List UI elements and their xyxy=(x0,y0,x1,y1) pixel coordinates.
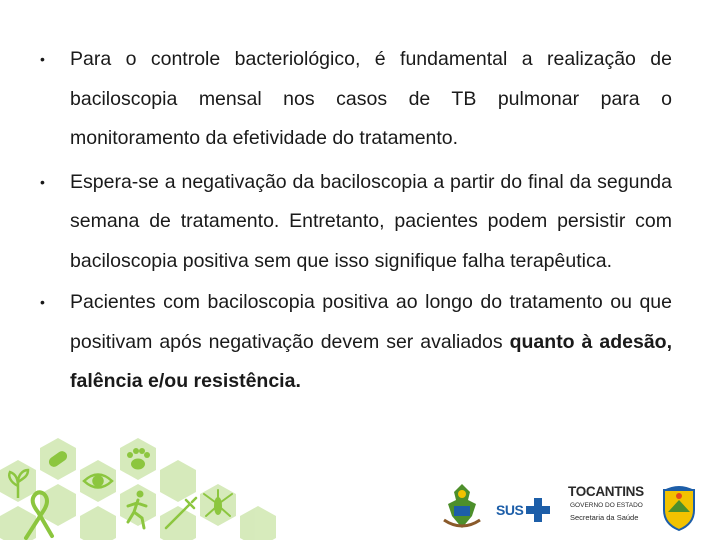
state-title: TOCANTINS xyxy=(568,484,644,499)
bullet-list xyxy=(40,40,672,402)
bullet-item-1 xyxy=(40,40,672,159)
state-emblem-logo xyxy=(440,482,484,532)
cross-icon xyxy=(526,498,550,522)
bullet-item-3 xyxy=(40,283,672,402)
bullet-text-emphasis: quanto à adesão, falência e/ou resistência. xyxy=(70,330,672,392)
state-department: Secretaria da Saúde xyxy=(570,513,639,522)
bullet-text: Espera-se a negativação da baciloscopia a partir do final da segunda semana de tratamento. Entretanto, pacientes podem persistir com baciloscopia positiva sem que isso signifique falha terapêutica. xyxy=(70,170,672,272)
sus-logo xyxy=(496,494,552,524)
bullet-item-2 xyxy=(40,163,672,282)
bullet-marker: • xyxy=(40,173,45,190)
bullet-text: Para o controle bacteriológico, é fundamental a realização de baciloscopia mensal nos casos de TB pulmonar para o monitoramento da efetividade do tratamento. xyxy=(70,48,672,149)
sus-label: SUS xyxy=(496,502,524,518)
bullet-text: Pacientes com baciloscopia positiva ao longo do tratamento ou que positivam após negativação devem ser avaliados xyxy=(70,291,672,353)
footer-logos xyxy=(440,482,700,532)
tocantins-logo xyxy=(568,484,656,530)
state-crest-logo xyxy=(660,482,698,532)
state-subtitle: GOVERNO DO ESTADO xyxy=(570,502,643,509)
bullet-marker: • xyxy=(40,51,45,67)
health-icons-pattern xyxy=(0,430,300,540)
bullet-marker: • xyxy=(40,294,45,310)
